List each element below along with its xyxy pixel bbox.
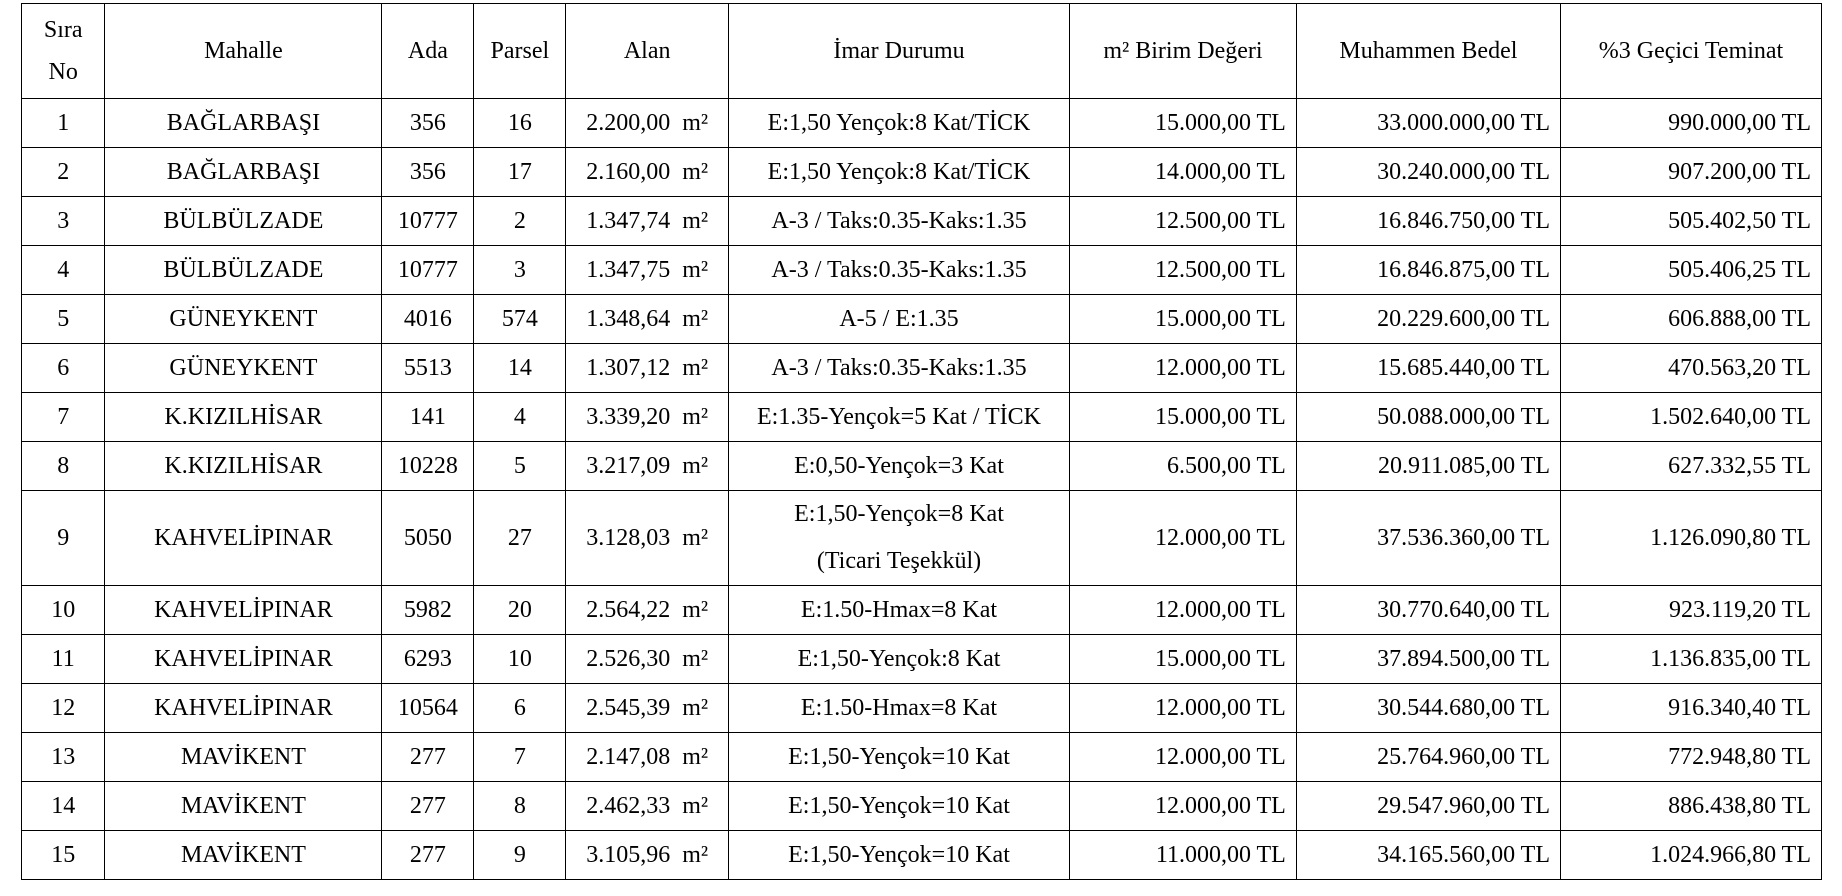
cell-birim-degeri: 11.000,00 TL bbox=[1070, 831, 1297, 880]
cell-muhammen-bedel: 16.846.875,00 TL bbox=[1296, 246, 1560, 295]
cell-parsel: 17 bbox=[474, 148, 566, 197]
cell-imar-durumu bbox=[728, 295, 1069, 344]
cell-gecici-teminat: 1.024.966,80 TL bbox=[1560, 831, 1821, 880]
cell-parsel: 16 bbox=[474, 99, 566, 148]
alan-unit: m² bbox=[682, 695, 709, 721]
cell-parsel: 5 bbox=[474, 442, 566, 491]
cell-imar-durumu bbox=[728, 782, 1069, 831]
imar-line: E:1,50-Yençok:8 Kat bbox=[797, 646, 1001, 672]
alan-unit: m² bbox=[682, 524, 709, 551]
cell-imar-durumu bbox=[728, 831, 1069, 880]
cell-alan bbox=[566, 831, 729, 880]
cell-birim-degeri: 12.000,00 TL bbox=[1070, 733, 1297, 782]
cell-parsel: 6 bbox=[474, 684, 566, 733]
cell-birim-degeri: 12.500,00 TL bbox=[1070, 197, 1297, 246]
alan-unit: m² bbox=[682, 744, 709, 770]
cell-gecici-teminat: 1.136.835,00 TL bbox=[1560, 635, 1821, 684]
header-gecici-teminat: %3 Geçici Teminat bbox=[1560, 4, 1821, 99]
cell-imar-durumu bbox=[728, 684, 1069, 733]
cell-mahalle: KAHVELİPINAR bbox=[105, 684, 382, 733]
cell-ada: 277 bbox=[382, 782, 474, 831]
cell-alan bbox=[566, 635, 729, 684]
cell-muhammen-bedel: 34.165.560,00 TL bbox=[1296, 831, 1560, 880]
imar-line: E:1,50 Yençok:8 Kat/TİCK bbox=[767, 159, 1031, 185]
cell-parsel: 14 bbox=[474, 344, 566, 393]
cell-mahalle: MAVİKENT bbox=[105, 733, 382, 782]
cell-ada: 10777 bbox=[382, 246, 474, 295]
cell-mahalle: KAHVELİPINAR bbox=[105, 586, 382, 635]
imar-line: E:1,50 Yençok:8 Kat/TİCK bbox=[767, 110, 1031, 136]
alan-value: 2.200,00 bbox=[586, 110, 671, 136]
cell-sira-no: 11 bbox=[22, 635, 105, 684]
table-row bbox=[22, 197, 1822, 246]
cell-sira-no: 1 bbox=[22, 99, 105, 148]
cell-gecici-teminat: 923.119,20 TL bbox=[1560, 586, 1821, 635]
cell-muhammen-bedel: 30.770.640,00 TL bbox=[1296, 586, 1560, 635]
cell-parsel: 9 bbox=[474, 831, 566, 880]
alan-value: 2.564,22 bbox=[586, 597, 671, 623]
cell-birim-degeri: 15.000,00 TL bbox=[1070, 635, 1297, 684]
imar-line: E:1,50-Yençok=10 Kat bbox=[788, 842, 1010, 868]
cell-gecici-teminat: 772.948,80 TL bbox=[1560, 733, 1821, 782]
cell-mahalle: K.KIZILHİSAR bbox=[105, 393, 382, 442]
imar-line: A-3 / Taks:0.35-Kaks:1.35 bbox=[771, 208, 1027, 234]
cell-muhammen-bedel: 30.544.680,00 TL bbox=[1296, 684, 1560, 733]
cell-ada: 6293 bbox=[382, 635, 474, 684]
cell-mahalle: MAVİKENT bbox=[105, 831, 382, 880]
cell-alan bbox=[566, 442, 729, 491]
cell-ada: 5513 bbox=[382, 344, 474, 393]
cell-gecici-teminat: 1.502.640,00 TL bbox=[1560, 393, 1821, 442]
cell-sira-no: 3 bbox=[22, 197, 105, 246]
cell-mahalle: BAĞLARBAŞI bbox=[105, 148, 382, 197]
cell-imar-durumu bbox=[728, 393, 1069, 442]
cell-birim-degeri: 12.000,00 TL bbox=[1070, 491, 1297, 586]
table-row bbox=[22, 393, 1822, 442]
alan-unit: m² bbox=[682, 159, 709, 185]
cell-birim-degeri: 6.500,00 TL bbox=[1070, 442, 1297, 491]
cell-muhammen-bedel: 20.911.085,00 TL bbox=[1296, 442, 1560, 491]
alan-value: 3.339,20 bbox=[586, 404, 671, 430]
cell-imar-durumu bbox=[728, 197, 1069, 246]
cell-alan bbox=[566, 197, 729, 246]
cell-ada: 4016 bbox=[382, 295, 474, 344]
cell-alan bbox=[566, 586, 729, 635]
table-row bbox=[22, 635, 1822, 684]
cell-sira-no: 5 bbox=[22, 295, 105, 344]
cell-ada: 277 bbox=[382, 733, 474, 782]
cell-parsel: 574 bbox=[474, 295, 566, 344]
cell-parsel: 7 bbox=[474, 733, 566, 782]
alan-value: 2.160,00 bbox=[586, 159, 671, 185]
cell-muhammen-bedel: 20.229.600,00 TL bbox=[1296, 295, 1560, 344]
cell-gecici-teminat: 505.406,25 TL bbox=[1560, 246, 1821, 295]
cell-parsel: 2 bbox=[474, 197, 566, 246]
cell-sira-no: 9 bbox=[22, 491, 105, 586]
cell-sira-no: 6 bbox=[22, 344, 105, 393]
cell-muhammen-bedel: 50.088.000,00 TL bbox=[1296, 393, 1560, 442]
imar-line: E:1.50-Hmax=8 Kat bbox=[800, 597, 998, 623]
alan-unit: m² bbox=[682, 306, 709, 332]
cell-ada: 277 bbox=[382, 831, 474, 880]
imar-line: A-3 / Taks:0.35-Kaks:1.35 bbox=[771, 355, 1027, 381]
cell-birim-degeri: 12.000,00 TL bbox=[1070, 684, 1297, 733]
imar-line: E:1,50-Yençok=10 Kat bbox=[788, 744, 1010, 770]
cell-gecici-teminat: 606.888,00 TL bbox=[1560, 295, 1821, 344]
header-sira-no-line1: Sıra bbox=[43, 17, 83, 43]
alan-unit: m² bbox=[682, 597, 709, 623]
table-row bbox=[22, 491, 1822, 586]
cell-gecici-teminat: 627.332,55 TL bbox=[1560, 442, 1821, 491]
cell-gecici-teminat: 990.000,00 TL bbox=[1560, 99, 1821, 148]
alan-value: 1.347,74 bbox=[586, 208, 671, 234]
cell-imar-durumu bbox=[728, 246, 1069, 295]
cell-sira-no: 10 bbox=[22, 586, 105, 635]
alan-value: 1.347,75 bbox=[586, 257, 671, 283]
alan-value: 3.128,03 bbox=[586, 524, 671, 551]
cell-sira-no: 4 bbox=[22, 246, 105, 295]
alan-unit: m² bbox=[682, 793, 709, 819]
header-parsel: Parsel bbox=[474, 4, 566, 99]
cell-mahalle: KAHVELİPINAR bbox=[105, 635, 382, 684]
alan-unit: m² bbox=[682, 646, 709, 672]
cell-alan bbox=[566, 246, 729, 295]
cell-parsel: 3 bbox=[474, 246, 566, 295]
header-mahalle: Mahalle bbox=[105, 4, 382, 99]
alan-value: 2.545,39 bbox=[586, 695, 671, 721]
imar-line: E:1,50-Yençok=8 Kat bbox=[794, 501, 1004, 527]
cell-mahalle: BÜLBÜLZADE bbox=[105, 246, 382, 295]
cell-muhammen-bedel: 37.536.360,00 TL bbox=[1296, 491, 1560, 586]
cell-alan bbox=[566, 99, 729, 148]
cell-muhammen-bedel: 37.894.500,00 TL bbox=[1296, 635, 1560, 684]
table-row bbox=[22, 733, 1822, 782]
imar-line: E:1.50-Hmax=8 Kat bbox=[800, 695, 998, 721]
alan-value: 1.307,12 bbox=[586, 355, 671, 381]
cell-alan bbox=[566, 393, 729, 442]
cell-parsel: 4 bbox=[474, 393, 566, 442]
cell-gecici-teminat: 470.563,20 TL bbox=[1560, 344, 1821, 393]
cell-imar-durumu bbox=[728, 344, 1069, 393]
cell-imar-durumu bbox=[728, 99, 1069, 148]
alan-value: 3.217,09 bbox=[586, 453, 671, 479]
cell-muhammen-bedel: 16.846.750,00 TL bbox=[1296, 197, 1560, 246]
cell-sira-no: 14 bbox=[22, 782, 105, 831]
header-muhammen-bedel: Muhammen Bedel bbox=[1296, 4, 1560, 99]
cell-ada: 10564 bbox=[382, 684, 474, 733]
cell-alan bbox=[566, 344, 729, 393]
header-alan: Alan bbox=[566, 4, 729, 99]
table-row bbox=[22, 684, 1822, 733]
table-body bbox=[22, 99, 1822, 880]
cell-mahalle: BÜLBÜLZADE bbox=[105, 197, 382, 246]
cell-imar-durumu bbox=[728, 148, 1069, 197]
cell-sira-no: 13 bbox=[22, 733, 105, 782]
cell-parsel: 8 bbox=[474, 782, 566, 831]
cell-parsel: 10 bbox=[474, 635, 566, 684]
cell-ada: 5982 bbox=[382, 586, 474, 635]
table-row bbox=[22, 148, 1822, 197]
cell-birim-degeri: 15.000,00 TL bbox=[1070, 99, 1297, 148]
cell-sira-no: 2 bbox=[22, 148, 105, 197]
alan-unit: m² bbox=[682, 453, 709, 479]
alan-value: 1.348,64 bbox=[586, 306, 671, 332]
table-row bbox=[22, 99, 1822, 148]
table-row bbox=[22, 586, 1822, 635]
imar-line: A-3 / Taks:0.35-Kaks:1.35 bbox=[771, 257, 1027, 283]
header-sira-no bbox=[22, 4, 105, 99]
alan-value: 3.105,96 bbox=[586, 842, 671, 868]
alan-unit: m² bbox=[682, 355, 709, 381]
table-row bbox=[22, 782, 1822, 831]
alan-value: 2.526,30 bbox=[586, 646, 671, 672]
cell-birim-degeri: 12.000,00 TL bbox=[1070, 586, 1297, 635]
table-row bbox=[22, 295, 1822, 344]
alan-unit: m² bbox=[682, 404, 709, 430]
table-row bbox=[22, 831, 1822, 880]
header-imar-durumu: İmar Durumu bbox=[728, 4, 1069, 99]
cell-gecici-teminat: 907.200,00 TL bbox=[1560, 148, 1821, 197]
cell-muhammen-bedel: 33.000.000,00 TL bbox=[1296, 99, 1560, 148]
cell-mahalle: GÜNEYKENT bbox=[105, 344, 382, 393]
cell-gecici-teminat: 886.438,80 TL bbox=[1560, 782, 1821, 831]
cell-birim-degeri: 12.000,00 TL bbox=[1070, 782, 1297, 831]
cell-birim-degeri: 15.000,00 TL bbox=[1070, 295, 1297, 344]
cell-parsel: 27 bbox=[474, 491, 566, 586]
alan-value: 2.147,08 bbox=[586, 744, 671, 770]
cell-muhammen-bedel: 15.685.440,00 TL bbox=[1296, 344, 1560, 393]
cell-mahalle: KAHVELİPINAR bbox=[105, 491, 382, 586]
alan-unit: m² bbox=[682, 208, 709, 234]
imar-line: E:1,50-Yençok=10 Kat bbox=[788, 793, 1010, 819]
header-ada: Ada bbox=[382, 4, 474, 99]
imar-line: E:1.35-Yençok=5 Kat / TİCK bbox=[757, 404, 1041, 430]
cell-sira-no: 15 bbox=[22, 831, 105, 880]
imar-line: (Ticari Teşekkül) bbox=[816, 548, 982, 574]
cell-ada: 356 bbox=[382, 99, 474, 148]
cell-gecici-teminat: 1.126.090,80 TL bbox=[1560, 491, 1821, 586]
cell-alan bbox=[566, 733, 729, 782]
cell-mahalle: MAVİKENT bbox=[105, 782, 382, 831]
table-row bbox=[22, 344, 1822, 393]
cell-gecici-teminat: 916.340,40 TL bbox=[1560, 684, 1821, 733]
cell-alan bbox=[566, 782, 729, 831]
cell-gecici-teminat: 505.402,50 TL bbox=[1560, 197, 1821, 246]
cell-ada: 10777 bbox=[382, 197, 474, 246]
cell-sira-no: 7 bbox=[22, 393, 105, 442]
cell-muhammen-bedel: 30.240.000,00 TL bbox=[1296, 148, 1560, 197]
cell-imar-durumu bbox=[728, 491, 1069, 586]
cell-parsel: 20 bbox=[474, 586, 566, 635]
cell-birim-degeri: 15.000,00 TL bbox=[1070, 393, 1297, 442]
cell-alan bbox=[566, 684, 729, 733]
table-row bbox=[22, 246, 1822, 295]
header-birim-degeri: m² Birim Değeri bbox=[1070, 4, 1297, 99]
cell-sira-no: 8 bbox=[22, 442, 105, 491]
alan-value: 2.462,33 bbox=[586, 793, 671, 819]
table-row bbox=[22, 442, 1822, 491]
cell-imar-durumu bbox=[728, 442, 1069, 491]
cell-muhammen-bedel: 29.547.960,00 TL bbox=[1296, 782, 1560, 831]
cell-alan bbox=[566, 491, 729, 586]
cell-mahalle: K.KIZILHİSAR bbox=[105, 442, 382, 491]
cell-ada: 356 bbox=[382, 148, 474, 197]
alan-unit: m² bbox=[682, 110, 709, 136]
imar-line: A-5 / E:1.35 bbox=[839, 306, 959, 332]
cell-alan bbox=[566, 295, 729, 344]
cell-birim-degeri: 14.000,00 TL bbox=[1070, 148, 1297, 197]
cell-birim-degeri: 12.000,00 TL bbox=[1070, 344, 1297, 393]
cell-alan bbox=[566, 148, 729, 197]
cell-ada: 5050 bbox=[382, 491, 474, 586]
cell-muhammen-bedel: 25.764.960,00 TL bbox=[1296, 733, 1560, 782]
cell-imar-durumu bbox=[728, 635, 1069, 684]
parcel-auction-table bbox=[21, 3, 1822, 880]
cell-imar-durumu bbox=[728, 586, 1069, 635]
cell-sira-no: 12 bbox=[22, 684, 105, 733]
cell-imar-durumu bbox=[728, 733, 1069, 782]
cell-mahalle: BAĞLARBAŞI bbox=[105, 99, 382, 148]
imar-line: E:0,50-Yençok=3 Kat bbox=[794, 453, 1004, 479]
cell-ada: 141 bbox=[382, 393, 474, 442]
alan-unit: m² bbox=[682, 257, 709, 283]
cell-mahalle: GÜNEYKENT bbox=[105, 295, 382, 344]
header-sira-no-line2: No bbox=[48, 59, 78, 85]
cell-ada: 10228 bbox=[382, 442, 474, 491]
table-header-row bbox=[22, 4, 1822, 99]
cell-birim-degeri: 12.500,00 TL bbox=[1070, 246, 1297, 295]
alan-unit: m² bbox=[682, 842, 709, 868]
